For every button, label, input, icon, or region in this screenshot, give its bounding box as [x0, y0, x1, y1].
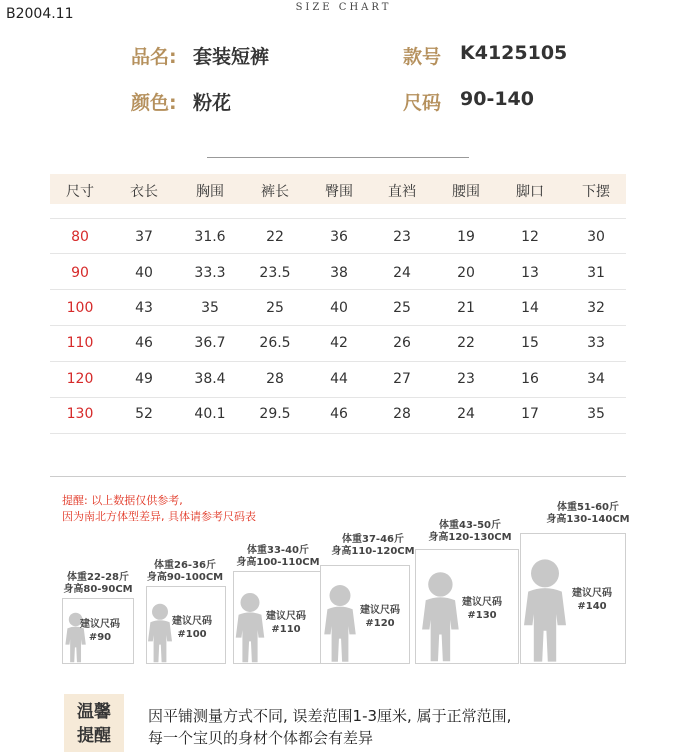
recommended-size-value: #90 — [88, 632, 112, 643]
recommended-size — [557, 587, 627, 613]
table-header-cell: 脚口 — [516, 184, 544, 200]
table-cell: 15 — [521, 335, 539, 351]
table-cell: 33 — [587, 335, 605, 351]
table-cell: 12 — [521, 229, 539, 245]
table-cell: 49 — [135, 371, 153, 387]
table-cell: 25 — [393, 300, 411, 316]
table-cell: 20 — [457, 265, 475, 281]
figure-weight: 体重51-60斤 — [557, 502, 619, 513]
table-row-divider — [50, 433, 626, 434]
table-cell: 40.1 — [194, 406, 226, 422]
table-cell: 35 — [201, 300, 219, 316]
recommended-size-label: 建议尺码 — [172, 616, 212, 627]
table-cell: 13 — [521, 265, 539, 281]
table-header-cell: 裤长 — [261, 184, 289, 200]
table-cell: 19 — [457, 229, 475, 245]
table-size-cell: 110 — [66, 335, 94, 351]
figure-height: 身高100-110CM — [236, 557, 320, 568]
table-size-cell: 120 — [66, 371, 94, 387]
table-cell: 24 — [393, 265, 411, 281]
tip-title-line-1: 温馨 — [77, 702, 111, 722]
table-cell: 26.5 — [259, 335, 291, 351]
table-header-cell: 臀围 — [325, 184, 353, 200]
style-label: 款号 — [403, 46, 442, 68]
note-line-2: 因为南北方体型差异, 具体请参考尺码表 — [62, 510, 256, 523]
table-cell: 29.5 — [259, 406, 291, 422]
recommended-size-label: 建议尺码 — [266, 611, 306, 622]
table-cell: 23 — [393, 229, 411, 245]
table-cell: 36.7 — [194, 335, 226, 351]
table-size-cell: 80 — [71, 229, 89, 245]
size-chart-title: SIZE CHART — [295, 2, 392, 13]
figure-weight: 体重33-40斤 — [247, 545, 309, 556]
name-label: 品名: — [131, 46, 177, 68]
table-cell: 38.4 — [194, 371, 226, 387]
figure-label — [425, 520, 515, 544]
tip-text-line-2: 每一个宝贝的身材个体都会有差异 — [148, 729, 374, 747]
figure-height: 身高130-140CM — [546, 514, 630, 525]
table-cell: 14 — [521, 300, 539, 316]
product-code: B2004.11 — [6, 6, 74, 22]
table-cell: 28 — [393, 406, 411, 422]
figure-label — [328, 534, 418, 558]
tip-title-line-2: 提醒 — [77, 726, 111, 746]
table-cell: 35 — [587, 406, 605, 422]
note-line-1: 提醒: 以上数据仅供参考, — [62, 494, 183, 507]
table-cell: 25 — [266, 300, 284, 316]
table-header-cell: 直裆 — [388, 184, 416, 200]
table-cell: 26 — [393, 335, 411, 351]
table-cell: 31.6 — [194, 229, 226, 245]
figure-weight: 体重37-46斤 — [342, 534, 404, 545]
table-cell: 44 — [330, 371, 348, 387]
divider — [207, 157, 469, 158]
table-cell: 23.5 — [259, 265, 291, 281]
recommended-size-label: 建议尺码 — [572, 588, 612, 599]
table-cell: 30 — [587, 229, 605, 245]
table-cell: 40 — [330, 300, 348, 316]
table-cell: 40 — [135, 265, 153, 281]
table-cell: 43 — [135, 300, 153, 316]
table-cell: 42 — [330, 335, 348, 351]
table-header-cell: 尺寸 — [66, 184, 94, 200]
figure-height: 身高120-130CM — [428, 532, 512, 543]
style-value: K4125105 — [460, 42, 568, 64]
table-header-cell: 腰围 — [452, 184, 480, 200]
name-value: 套装短裤 — [193, 46, 270, 68]
recommended-size-value: #140 — [577, 601, 607, 612]
table-cell: 32 — [587, 300, 605, 316]
recommended-size-label: 建议尺码 — [360, 605, 400, 616]
table-row-divider — [50, 325, 626, 326]
recommended-size-value: #100 — [177, 629, 207, 640]
figure-height: 身高90-100CM — [146, 572, 224, 583]
table-cell: 36 — [330, 229, 348, 245]
table-cell: 17 — [521, 406, 539, 422]
recommended-size-label: 建议尺码 — [462, 597, 502, 608]
table-cell: 38 — [330, 265, 348, 281]
size-value: 90-140 — [460, 88, 534, 110]
figure-height: 身高80-90CM — [63, 584, 133, 595]
recommended-size-value: #130 — [467, 610, 497, 621]
table-cell: 37 — [135, 229, 153, 245]
table-cell: 52 — [135, 406, 153, 422]
recommended-size — [251, 610, 321, 636]
figure-weight: 体重43-50斤 — [439, 520, 501, 531]
section-divider — [50, 476, 626, 477]
figure-weight: 体重22-28斤 — [67, 572, 129, 583]
figure-label — [140, 560, 230, 584]
table-cell: 31 — [587, 265, 605, 281]
figure-height: 身高110-120CM — [331, 546, 415, 557]
table-header-cell: 胸围 — [196, 184, 224, 200]
color-value: 粉花 — [193, 92, 232, 114]
figure-weight: 体重26-36斤 — [154, 560, 216, 571]
color-label: 颜色: — [131, 92, 177, 114]
size-label: 尺码 — [403, 92, 442, 114]
table-row-divider — [50, 253, 626, 254]
table-size-cell: 100 — [66, 300, 94, 316]
table-header-cell: 下摆 — [582, 184, 610, 200]
figure-label — [543, 502, 633, 526]
table-row-divider — [50, 397, 626, 398]
recommended-size — [447, 596, 517, 622]
recommended-size — [157, 615, 227, 641]
table-cell: 23 — [457, 371, 475, 387]
table-cell: 16 — [521, 371, 539, 387]
recommended-size-label: 建议尺码 — [80, 619, 120, 630]
table-cell: 33.3 — [194, 265, 226, 281]
table-row-divider — [50, 289, 626, 290]
table-cell: 46 — [330, 406, 348, 422]
table-row-divider — [50, 218, 626, 219]
recommended-size-value: #120 — [365, 618, 395, 629]
table-cell: 27 — [393, 371, 411, 387]
table-cell: 21 — [457, 300, 475, 316]
recommended-size — [65, 618, 135, 644]
table-cell: 46 — [135, 335, 153, 351]
table-cell: 22 — [457, 335, 475, 351]
table-cell: 34 — [587, 371, 605, 387]
recommended-size — [345, 604, 415, 630]
table-row-divider — [50, 361, 626, 362]
table-size-cell: 130 — [66, 406, 94, 422]
table-cell: 28 — [266, 371, 284, 387]
table-cell: 24 — [457, 406, 475, 422]
table-header-cell: 衣长 — [130, 184, 158, 200]
figure-label — [53, 572, 143, 596]
table-size-cell: 90 — [71, 265, 89, 281]
tip-text-line-1: 因平铺测量方式不同, 误差范围1-3厘米, 属于正常范围, — [148, 707, 512, 725]
figure-label — [233, 545, 323, 569]
table-cell: 22 — [266, 229, 284, 245]
recommended-size-value: #110 — [271, 624, 301, 635]
